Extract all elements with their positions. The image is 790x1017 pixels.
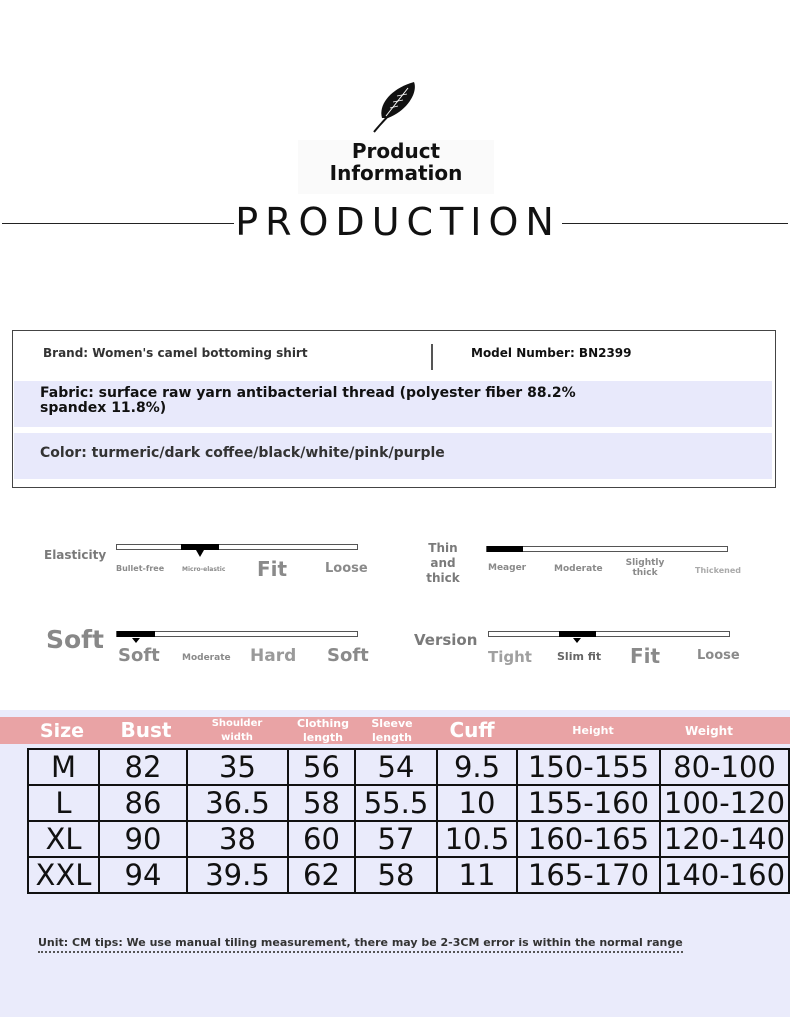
elasticity-label: Elasticity — [44, 548, 107, 562]
elasticity-option-1: Bullet-free — [116, 564, 165, 573]
table-row — [28, 821, 789, 857]
version-option-4: Loose — [697, 648, 740, 663]
elasticity-gauge — [116, 544, 358, 550]
thickness-option-2: Moderate — [554, 564, 603, 574]
cell-cuff: 9.5 — [437, 749, 517, 785]
cell-shoulder-width: 38 — [187, 821, 288, 857]
header-sleeve-line-2: length — [371, 731, 413, 744]
version-option-1: Tight — [488, 648, 532, 666]
header-height: Height — [572, 724, 614, 737]
cell-sleeve-length: 54 — [355, 749, 437, 785]
version-gauge — [488, 631, 730, 637]
cell-bust: 86 — [99, 785, 187, 821]
header-shoulder-line-1: Shoulder — [211, 718, 263, 729]
thickness-label — [416, 541, 470, 586]
thickness-fill — [487, 546, 523, 552]
model-number-text: Model Number: BN2399 — [471, 346, 632, 360]
elasticity-option-3: Fit — [257, 557, 288, 581]
header-shoulder-width — [204, 717, 270, 745]
cell-bust: 90 — [99, 821, 187, 857]
elasticity-option-4: Loose — [325, 561, 368, 576]
thickness-option-3-line-2: thick — [632, 568, 658, 578]
cell-clothing-length: 56 — [288, 749, 355, 785]
cell-weight: 120-140 — [660, 821, 789, 857]
elasticity-option-2: Micro-elastic — [182, 566, 226, 573]
version-label: Version — [414, 631, 478, 649]
cell-height: 155-160 — [517, 785, 660, 821]
cell-shoulder-width: 36.5 — [187, 785, 288, 821]
cell-weight: 100-120 — [660, 785, 789, 821]
header-bust: Bust — [120, 718, 172, 742]
fabric-text: Fabric: surface raw yarn antibacterial thread (polyester fiber 88.2% spandex 11.8%) — [40, 385, 576, 416]
info-divider — [431, 344, 433, 370]
header-sleeve-line-1: Sleeve — [371, 717, 413, 730]
version-fill — [559, 631, 596, 637]
size-table-header — [0, 717, 790, 744]
table-row — [28, 857, 789, 893]
thickness-gauge — [486, 546, 728, 552]
cell-sleeve-length: 58 — [355, 857, 437, 893]
cell-weight: 80-100 — [660, 749, 789, 785]
cell-height: 165-170 — [517, 857, 660, 893]
divider-left — [2, 223, 234, 224]
cell-shoulder-width: 39.5 — [187, 857, 288, 893]
softness-option-4: Soft — [327, 645, 369, 666]
thickness-option-1: Meager — [488, 563, 527, 573]
table-row — [28, 749, 789, 785]
softness-gauge — [116, 631, 358, 637]
size-table — [27, 748, 790, 894]
cell-cuff: 11 — [437, 857, 517, 893]
version-marker — [573, 638, 581, 643]
header-clothing-line-1: Clothing — [297, 717, 349, 730]
brand-text: Brand: Women's camel bottoming shirt — [43, 346, 308, 360]
cell-weight: 140-160 — [660, 857, 789, 893]
softness-option-3: Hard — [250, 646, 297, 666]
cell-height: 160-165 — [517, 821, 660, 857]
header-size: Size — [39, 720, 85, 742]
cell-size: XL — [28, 821, 99, 857]
header-clothing-line-2: length — [302, 731, 344, 744]
cell-size: L — [28, 785, 99, 821]
table-row — [28, 785, 789, 821]
softness-option-1: Soft — [118, 645, 160, 666]
header-weight: Weight — [685, 724, 733, 738]
size-table-body — [28, 749, 789, 893]
cell-cuff: 10.5 — [437, 821, 517, 857]
thickness-option-3 — [625, 558, 665, 578]
header-clothing-length — [294, 717, 352, 745]
feather-icon — [368, 78, 426, 136]
color-text: Color: turmeric/dark coffee/black/white/pink/purple — [40, 445, 445, 461]
cell-size: XXL — [28, 857, 99, 893]
cell-size: M — [28, 749, 99, 785]
softness-option-2: Moderate — [182, 653, 231, 663]
cell-shoulder-width: 35 — [187, 749, 288, 785]
cell-height: 150-155 — [517, 749, 660, 785]
production-banner: PRODUCTION — [235, 200, 561, 244]
cell-sleeve-length: 55.5 — [355, 785, 437, 821]
measurement-note: Unit: CM tips: We use manual tiling measurement, there may be 2-3CM error is within the normal range — [38, 936, 683, 953]
thickness-option-3-line-1: Slightly — [625, 558, 665, 568]
softness-label: Soft — [46, 625, 105, 654]
version-option-3: Fit — [630, 644, 661, 668]
divider-right — [562, 223, 788, 224]
cell-cuff: 10 — [437, 785, 517, 821]
title-line-1: Product — [351, 139, 441, 163]
thickness-option-4: Thickened — [695, 566, 742, 575]
thickness-label-line-1: Thin and — [428, 541, 458, 570]
header-cuff: Cuff — [449, 718, 495, 742]
cell-clothing-length: 58 — [288, 785, 355, 821]
thickness-label-line-2: thick — [426, 571, 460, 585]
version-option-2: Slim fit — [557, 650, 602, 663]
cell-sleeve-length: 57 — [355, 821, 437, 857]
product-information-title — [298, 140, 494, 194]
cell-bust: 82 — [99, 749, 187, 785]
elasticity-marker — [196, 550, 204, 557]
cell-clothing-length: 60 — [288, 821, 355, 857]
softness-fill — [117, 631, 155, 637]
title-line-2: Information — [329, 161, 463, 185]
header-sleeve-length — [364, 717, 420, 745]
header-shoulder-line-2: width — [221, 732, 253, 743]
softness-marker — [132, 638, 140, 643]
cell-clothing-length: 62 — [288, 857, 355, 893]
cell-bust: 94 — [99, 857, 187, 893]
